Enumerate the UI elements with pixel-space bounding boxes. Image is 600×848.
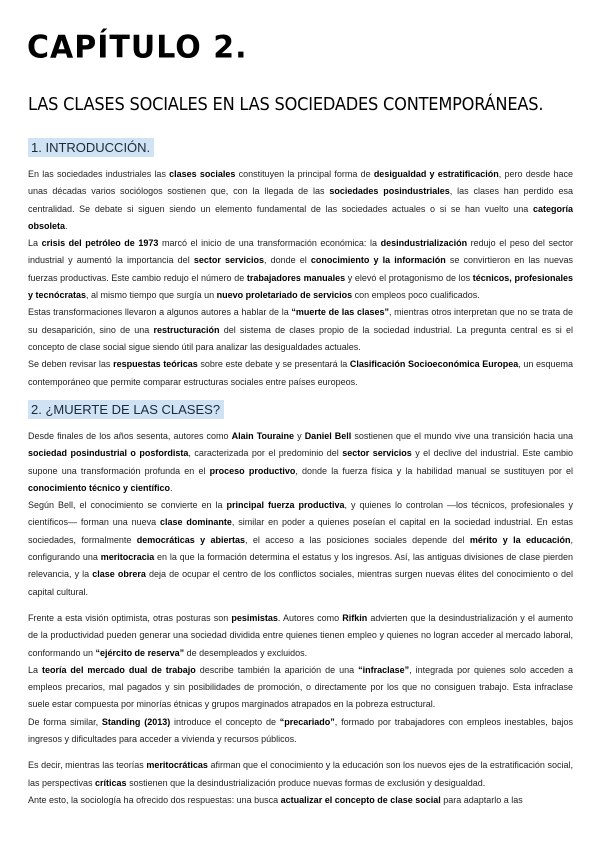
bold-term: categoría obsoleta (28, 203, 573, 231)
bold-term: sociedades posindustriales (329, 186, 450, 197)
bold-term: “ejército de reserva” (95, 647, 185, 658)
chapter-title: CAPÍTULO 2. (27, 29, 248, 66)
paragraph: Según Bell, el conocimiento se convierte en la principal fuerza productiva, y quienes lo controlan —los técnicos, profesionales y científicos— forman una nueva clase dominante, similar en poder a quienes poseían el capital en la sociedad industrial. En estas sociedades, formalmente democráticas y abiertas, el acceso a las posiciones sociales depende del mérito y la educación, configurando una meritocracia en la que la formación determina el estatus y los ingresos. Así, las antiguas divisiones de clase pierden relevancia, y la clase obrera deja de ocupar el centro de los conflictos sociales, mientras surgen nuevas élites del conocimiento o del capital cultural. (28, 500, 574, 597)
bold-term: proceso productivo (209, 465, 296, 476)
bold-term: sociedad posindustrial o posfordista (28, 448, 189, 459)
bold-term: clases sociales (169, 169, 236, 179)
bold-term: actualizar el concepto de clase social (280, 794, 441, 805)
bold-term: trabajadores manuales (246, 272, 346, 283)
bold-term: meritocráticas (146, 760, 208, 771)
bold-term: desindustrialización (380, 238, 468, 249)
paragraph: Estas transformaciones llevaron a algunos autores a hablar de la “muerte de las clases”, mientras otros interpretan que no se trata de su desaparición, sino de una restructuración del sistema de clases propio de la sociedad industrial. La pregunta central es si el concepto de clase social sigue siendo útil para analizar las desigualdades actuales. (28, 307, 573, 352)
bold-term: desigualdad y estratificación (373, 169, 499, 179)
section-body-introduccion (28, 166, 573, 391)
bold-term: clase obrera (92, 569, 146, 580)
bold-term: sector servicios (193, 255, 264, 266)
paragraph: En las sociedades industriales las clases sociales constituyen la principal forma de desigualdad y estratificación, pero desde hace unas décadas varios sociólogos sostienen que, con la llegada de las sociedades posindustriales, las clases han perdido esa centralidad. Se debate si siguen siendo un elemento fundamental de las sociedades actuales o si se han vuelto una categoría obsoleta. (28, 169, 574, 231)
bold-term: pesimistas (231, 612, 278, 623)
bold-term: restructuración (153, 324, 220, 335)
paragraph: De forma similar, Standing (2013) introduce el concepto de “precariado”, formado por trabajadores con empleos inestables, bajos ingresos y dificultades para acceder a vivienda y recursos públicos. (28, 716, 573, 745)
bold-term: “infraclase” (358, 664, 410, 675)
bold-term: clase dominante (159, 517, 232, 528)
paragraph: La teoría del mercado dual de trabajo describe también la aparición de una “infraclase”, integrada por quienes solo acceden a empleos precarios, mal pagados y sin posibilidades de promoción, o directamente por los que no consiguen trabajo. Esta infraclase suele estar compuesta por minorías étnicas y grupos marginados atrapados en la pobreza estructural. (28, 664, 573, 710)
section-heading-muerte-de-las-clases: 2. ¿MUERTE DE LAS CLASES? (28, 400, 224, 419)
bold-term: conocimiento técnico y científico (28, 482, 171, 493)
section-body-muerte-de-las-clases (28, 428, 573, 809)
bold-term: “muerte de las clases” (291, 307, 389, 318)
bold-term: nuevo proletariado de servicios (216, 290, 353, 301)
paragraph: Se deben revisar las respuestas teóricas sobre este debate y se presentará la Clasificación Socioeconómica Europea, un esquema contemporáneo que permite comparar estructuras sociales entre países europeos. (28, 359, 574, 387)
bold-term: Rifkin (342, 612, 368, 623)
bold-term: mérito y la educación (469, 534, 571, 545)
bold-term: democráticas y abiertas (136, 534, 246, 545)
paragraph: La crisis del petróleo de 1973 marcó el inicio de una transformación económica: la desindustrialización redujo el peso del sector industrial y aumentó la importancia del sector servicios, donde el conocimiento y la información se convirtieron en las nuevas fuerzas productivas. Este cambio redujo el número de trabajadores manuales y elevó el protagonismo de los técnicos, profesionales y tecnócratas, al mismo tiempo que surgía un nuevo proletariado de servicios con empleos poco cualificados. (28, 238, 573, 301)
bold-term: respuestas teóricas (113, 359, 198, 370)
bold-term: técnicos, profesionales y tecnócratas (28, 272, 573, 301)
paragraph: Es decir, mientras las teorías meritocráticas afirman que el conocimiento y la educación son los nuevos ejes de la estratificación social, las perspectivas críticas sostienen que la desindustrialización produce nuevas formas de exclusión y desigualdad. (28, 760, 574, 788)
bold-term: Alain Touraine (231, 431, 295, 441)
chapter-subtitle: LAS CLASES SOCIALES EN LAS SOCIEDADES CONTEMPORÁNEAS. (28, 94, 544, 115)
bold-term: teoría del mercado dual de trabajo (41, 664, 196, 675)
bold-term: críticas (95, 777, 127, 788)
paragraph: Frente a esta visión optimista, otras posturas son pesimistas. Autores como Rifkin advierten que la desindustrialización y el aumento de la productividad pueden generar una sociedad dividida entre quienes tienen empleo y quienes no logran acceder al mercado laboral, conformando un “ejército de reserva” de desempleados y excluidos. (28, 612, 574, 658)
bold-term: “precariado” (279, 716, 335, 727)
bold-term: Daniel Bell (304, 431, 352, 441)
paragraph: Ante esto, la sociología ha ofrecido dos respuestas: una busca actualizar el concepto de clase social para adaptarlo a las (28, 794, 523, 805)
bold-term: Standing (2013) (101, 716, 171, 727)
bold-term: sector servicios (342, 448, 412, 459)
section-heading-introduccion: 1. INTRODUCCIÓN. (28, 138, 154, 157)
bold-term: crisis del petróleo de 1973 (41, 238, 159, 249)
paragraph: Desde finales de los años sesenta, autores como Alain Touraine y Daniel Bell sostienen que el mundo vive una transición hacia una sociedad posindustrial o posfordista, caracterizada por el predominio del sector servicios y el declive del industrial. Este cambio supone una transformación profunda en el proceso productivo, donde la fuerza física y la habilidad manual se sustituyen por el conocimiento técnico y científico. (28, 431, 574, 493)
bold-term: Clasificación Socioeconómica Europea (349, 359, 519, 370)
bold-term: conocimiento y la información (310, 255, 446, 266)
bold-term: meritocracia (100, 552, 155, 563)
bold-term: principal fuerza productiva (226, 500, 345, 511)
